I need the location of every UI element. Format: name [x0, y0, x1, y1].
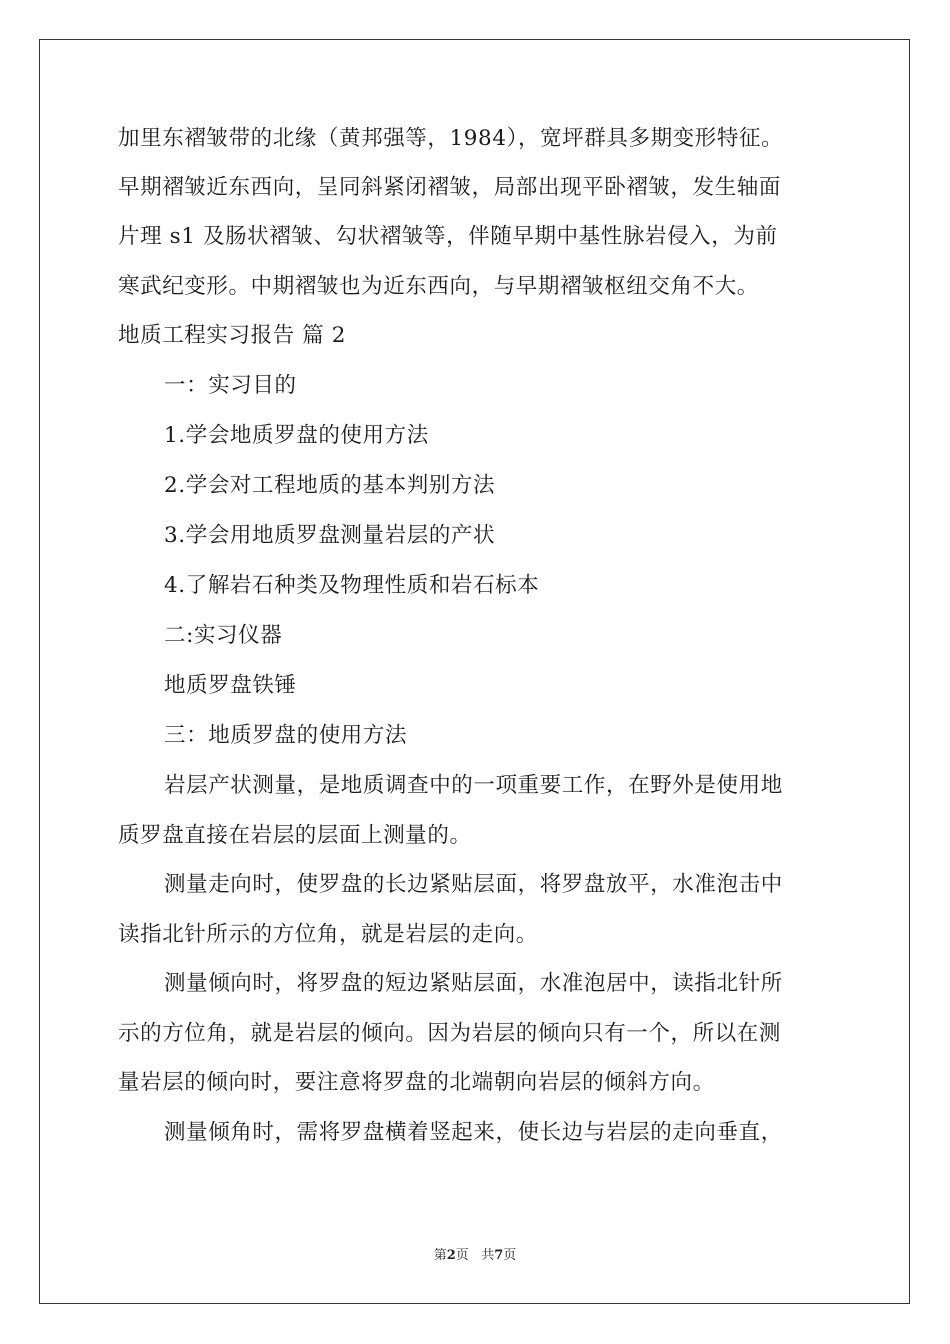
- paragraph-line: 寒武纪变形。中期褶皱也为近东西向，与早期褶皱枢纽交角不大。: [118, 274, 759, 299]
- paragraph-line: 质罗盘直接在岩层的层面上测量的。: [118, 823, 472, 848]
- page-footer: [0, 1248, 950, 1264]
- page-number: 2: [446, 1248, 456, 1263]
- list-item: 3.学会用地质罗盘测量岩层的产状: [164, 523, 496, 548]
- paragraph-line: 测量倾向时，将罗盘的短边紧贴层面，水准泡居中，读指北针所: [164, 971, 783, 996]
- paragraph-line: 量岩层的倾向时，要注意将罗盘的北端朝向岩层的倾斜方向。: [118, 1070, 715, 1095]
- subsection-heading: 二:实习仪器: [164, 623, 283, 648]
- subsection-heading: 三：地质罗盘的使用方法: [164, 723, 408, 748]
- paragraph-line: 示的方位角，就是岩层的倾向。因为岩层的倾向只有一个，所以在测: [118, 1021, 782, 1046]
- total-pages: 7: [494, 1248, 504, 1263]
- paragraph-line: 加里东褶皱带的北缘（黄邦强等，1984），宽坪群具多期变形特征。: [118, 126, 784, 151]
- section-heading: 地质工程实习报告 篇 2: [118, 323, 347, 348]
- page-prefix: 第: [433, 1248, 447, 1263]
- paragraph-line: 地质罗盘铁锤: [164, 673, 297, 698]
- page-suffix: 页: [455, 1248, 469, 1263]
- paragraph-line: 读指北针所示的方位角，就是岩层的走向。: [118, 922, 538, 947]
- paragraph-line: 测量走向时，使罗盘的长边紧贴层面，将罗盘放平，水准泡击中: [164, 872, 783, 897]
- list-item: 4.了解岩石种类及物理性质和岩石标本: [164, 573, 540, 598]
- paragraph-line: 测量倾角时，需将罗盘横着竖起来，使长边与岩层的走向垂直，: [164, 1120, 783, 1145]
- paragraph-line: 早期褶皱近东西向，呈同斜紧闭褶皱，局部出现平卧褶皱，发生轴面: [118, 175, 782, 200]
- total-prefix: 共: [481, 1248, 495, 1263]
- paragraph-line: 片理 s1 及肠状褶皱、勾状褶皱等，伴随早期中基性脉岩侵入，为前: [118, 224, 778, 249]
- total-suffix: 页: [503, 1248, 517, 1263]
- list-item: 1.学会地质罗盘的使用方法: [164, 423, 429, 448]
- subsection-heading: 一：实习目的: [164, 373, 297, 398]
- paragraph-line: 岩层产状测量，是地质调查中的一项重要工作，在野外是使用地: [164, 773, 783, 798]
- list-item: 2.学会对工程地质的基本判别方法: [164, 473, 496, 498]
